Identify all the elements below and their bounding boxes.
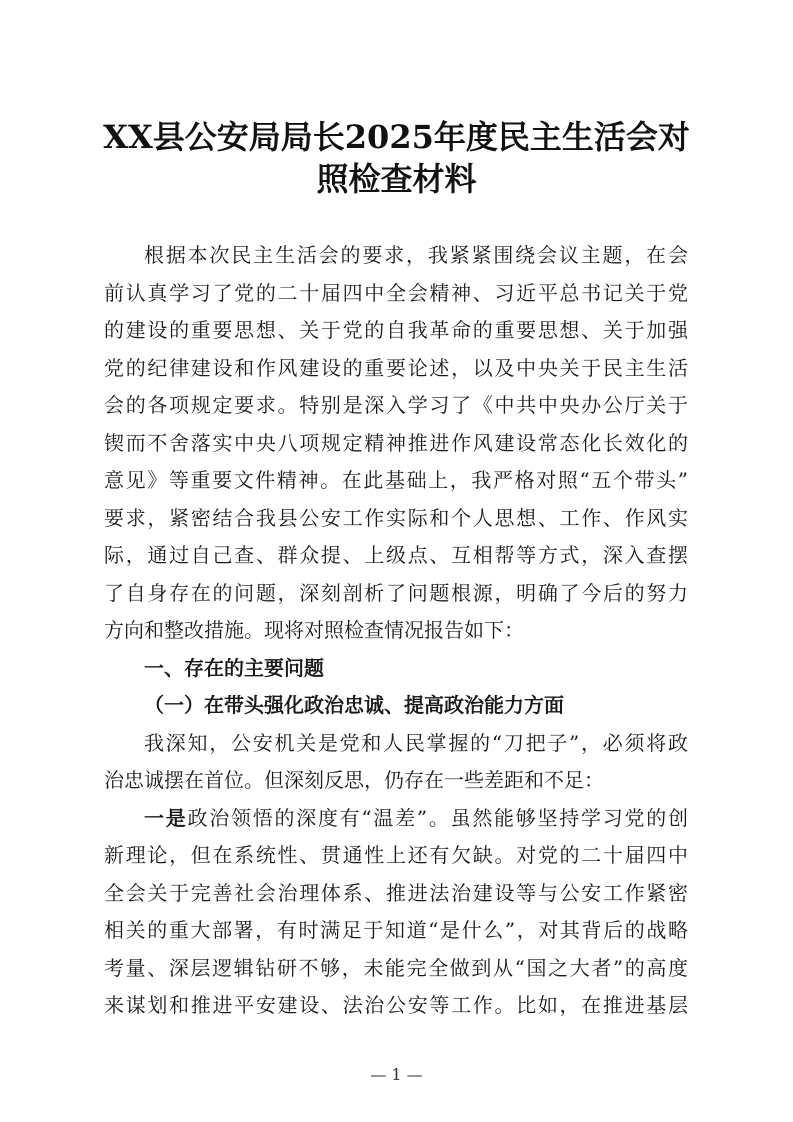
text-line: 方向和整改措施。现将对照检查情况报告如下： [104, 618, 524, 642]
text-line: 全会关于完善社会治理体系、推进法治建设等与公安工作紧密 [104, 880, 688, 905]
text-line: 的建设的重要思想、关于党的自我革命的重要思想、关于加强 [104, 318, 688, 342]
text-line: 我深知，公安机关是党和人民掌握的“刀把子”，必须将政 [144, 730, 688, 755]
subsection-heading: （一）在带头强化政治忠诚、提高政治能力方面 [144, 693, 564, 717]
text-line: 考量、深层逻辑钻研不够，未能完全做到从“国之大者”的高度 [104, 955, 688, 980]
subsection-intro-paragraph [104, 725, 688, 800]
document-title-line-2: 照检查材料 [316, 160, 477, 198]
point-text: 政治领悟的深度有“温差”。虽然能够坚持学习党的创 [187, 805, 688, 830]
intro-paragraph [104, 237, 688, 650]
text-line: 治忠诚摆在首位。但深刻反思，仍存在一些差距和不足： [104, 768, 604, 792]
text-line: 前认真学习了党的二十届四中全会精神、习近平总书记关于党 [104, 280, 688, 305]
point-one-paragraph [104, 800, 688, 1025]
text-line: 锲而不舍落实中央八项规定精神推进作风建设常态化长效化的 [104, 430, 688, 455]
text-line [104, 800, 688, 838]
text-line: 了自身存在的问题，深刻剖析了问题根源，明确了今后的努力 [104, 580, 688, 605]
text-line: 新理论，但在系统性、贯通性上还有欠缺。对党的二十届四中 [104, 843, 688, 867]
text-line: 意见》等重要文件精神。在此基础上，我严格对照“五个带头” [104, 468, 688, 492]
text-line: 根据本次民主生活会的要求，我紧紧围绕会议主题，在会 [144, 243, 688, 267]
text-line: 际，通过自己查、群众提、上级点、互相帮等方式，深入查摆 [104, 543, 688, 567]
point-lead: 一是 [144, 805, 188, 830]
text-line: 要求，紧密结合我县公安工作实际和个人思想、工作、作风实 [104, 505, 688, 530]
document-body [104, 237, 688, 1025]
text-line: 会的各项规定要求。特别是深入学习了《中共中央办公厅关于 [104, 393, 688, 417]
text-line: 党的纪律建设和作风建设的重要论述，以及中央关于民主生活 [104, 355, 688, 380]
section-heading: 一、存在的主要问题 [144, 655, 324, 680]
document-title-line-1: XX县公安局局长2025年度民主生活会对 [103, 118, 690, 156]
page-number: — 1 — [370, 1065, 423, 1084]
text-line: 相关的重大部署，有时满足于知道“是什么”，对其背后的战略 [104, 918, 688, 942]
text-line: 来谋划和推进平安建设、法治公安等工作。比如，在推进基层 [104, 993, 688, 1017]
